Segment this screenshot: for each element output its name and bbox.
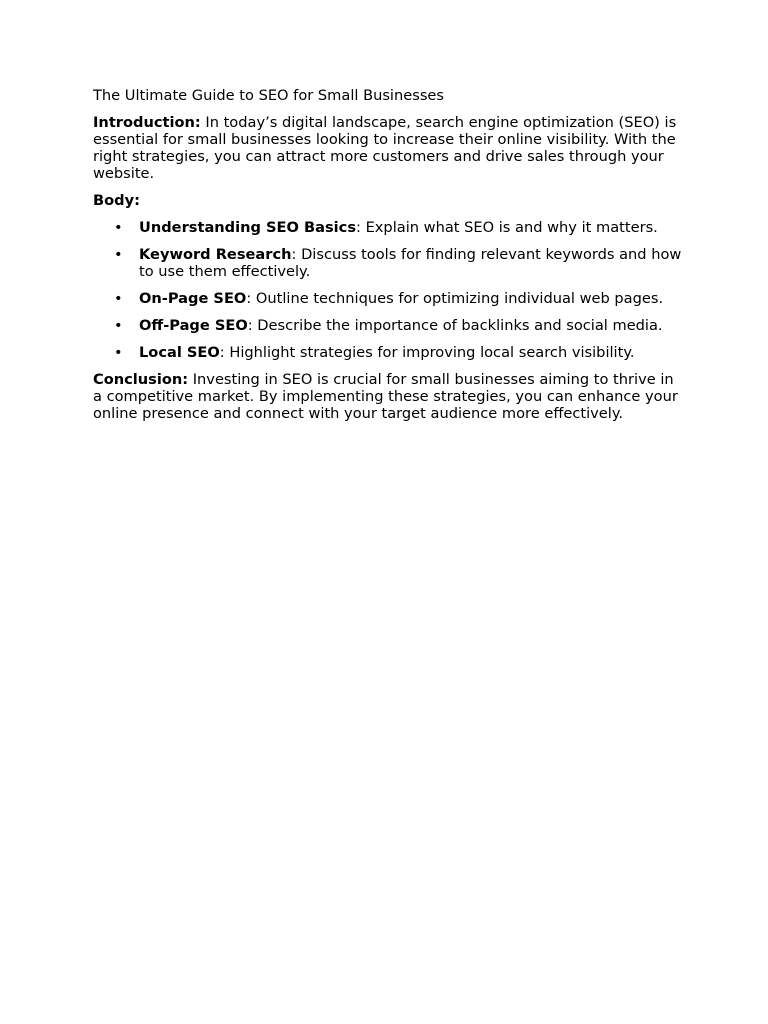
introduction-text: In today’s digital landscape, search engine optimization (SEO) is essential for small businesses looking to increase their online visibility. With the right strategies, you can attract more customers and drive sales through your website. <box>93 114 677 182</box>
list-item-text: : Highlight strategies for improving local search visibility. <box>219 344 635 361</box>
list-item <box>93 317 683 334</box>
conclusion-text: Investing in SEO is crucial for small businesses aiming to thrive in a competitive market. By implementing these strategies, you can enhance your online presence and connect with your target audience more effectively. <box>93 371 678 422</box>
document-title: The Ultimate Guide to SEO for Small Businesses <box>93 87 444 104</box>
bullet-icon: • <box>114 317 123 334</box>
list-item-term: Local SEO <box>139 344 220 361</box>
list-item-text: : Describe the importance of backlinks and social media. <box>247 317 663 334</box>
list-item-term: Understanding SEO Basics <box>139 219 357 236</box>
list-item <box>93 219 683 236</box>
bullet-icon: • <box>114 344 123 361</box>
list-item <box>93 344 683 361</box>
body-bullet-list <box>93 219 683 361</box>
list-item-text: : Outline techniques for optimizing individual web pages. <box>246 290 664 307</box>
bullet-icon: • <box>114 219 123 236</box>
list-item-text: : Discuss tools for finding relevant keywords and how to use them effectively. <box>139 246 682 280</box>
bullet-icon: • <box>114 290 123 307</box>
list-item-term: On-Page SEO <box>139 290 247 307</box>
list-item <box>93 290 683 307</box>
body-heading: Body: <box>93 192 140 209</box>
conclusion-label: Conclusion: <box>93 371 189 388</box>
list-item-term: Keyword Research <box>139 246 292 263</box>
introduction-paragraph <box>93 114 683 182</box>
list-item-text: : Explain what SEO is and why it matters. <box>356 219 658 236</box>
bullet-icon: • <box>114 246 123 263</box>
document-page <box>93 87 683 432</box>
introduction-label: Introduction: <box>93 114 201 131</box>
list-item-term: Off-Page SEO <box>139 317 248 334</box>
list-item <box>93 246 683 280</box>
conclusion-paragraph <box>93 371 683 422</box>
